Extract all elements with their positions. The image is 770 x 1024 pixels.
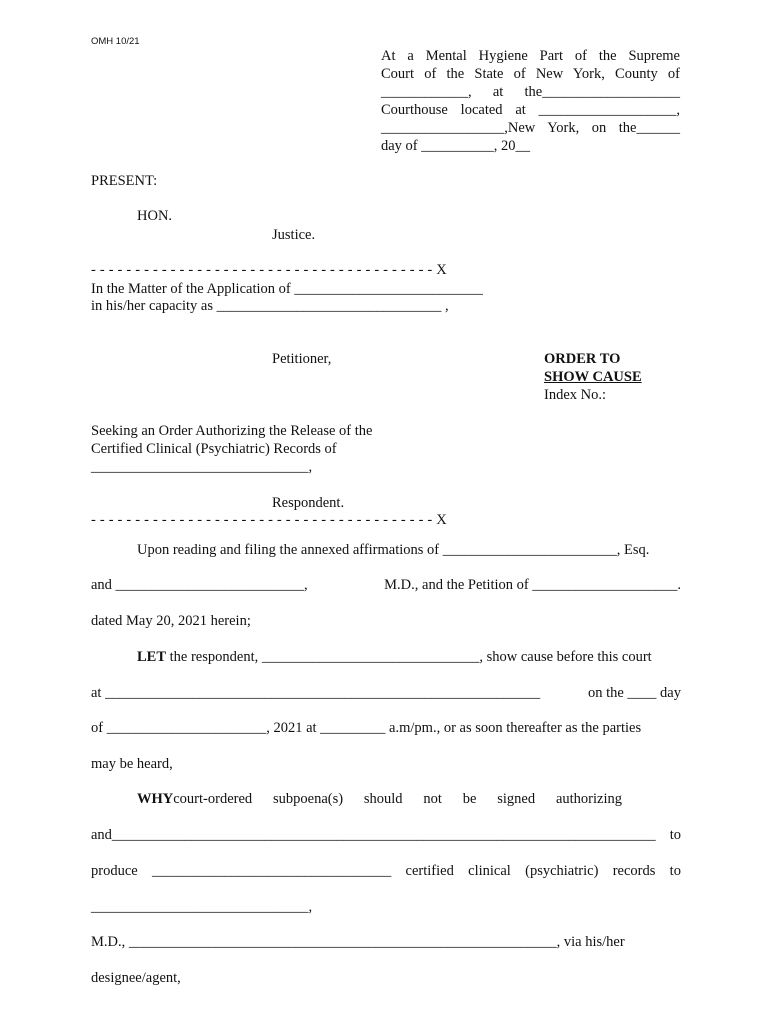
body-segment: signed [497, 791, 536, 807]
body-segment: be [462, 791, 477, 807]
venue-line: day of __________, 20__ [381, 138, 531, 154]
venue-line: _________________,New York, on the______ [381, 120, 680, 136]
body-segment: _________________________________ [152, 863, 392, 879]
body-segment: to [669, 827, 681, 843]
body-segment [137, 790, 252, 808]
justice-label: Justice. [272, 227, 316, 243]
body-line [137, 648, 652, 666]
venue-line: At a Mental Hygiene Part of the Supreme [381, 48, 680, 64]
body-line [91, 576, 681, 594]
respondent-label: Respondent. [272, 495, 345, 511]
form-id: OMH 10/21 [91, 36, 140, 47]
petitioner-label: Petitioner, [272, 351, 332, 367]
seeking-line: Seeking an Order Authorizing the Release of the [91, 423, 373, 439]
doc-title-line1: ORDER TO [544, 351, 621, 367]
body-segment: at ____________________________________________________________ [91, 685, 541, 701]
doc-title-line2: SHOW CAUSE [544, 369, 642, 385]
body-line: of ______________________, 2021 at _________ a.m/pm., or as soon thereafter as the parties [91, 720, 642, 736]
body-line: designee/agent, [91, 970, 181, 986]
venue-line: ____________, at the___________________ [381, 84, 680, 100]
body-segment: M.D., and the Petition of ____________________. [384, 577, 681, 593]
body-line: Upon reading and filing the annexed affirmations of ________________________, Esq. [137, 542, 650, 558]
capacity-line: in his/her capacity as _______________________________ , [91, 298, 449, 314]
seeking-line: Certified Clinical (Psychiatric) Records of [91, 441, 337, 457]
caption-divider-top: - - - - - - - - - - - - - - - - - - - - - - - - - - - - - - - - - - - - - - - X [91, 262, 447, 278]
body-segment: not [423, 791, 442, 807]
body-segment: (psychiatric) [525, 863, 599, 879]
body-line: dated May 20, 2021 herein; [91, 613, 251, 629]
body-line [137, 790, 622, 808]
body-line: M.D., ___________________________________________________________, via his/her [91, 934, 625, 950]
body-line [91, 684, 681, 702]
body-segment: authorizing [555, 791, 622, 807]
present-label: PRESENT: [91, 173, 158, 189]
body-segment: on the ____ day [587, 685, 681, 701]
body-segment: the respondent, ______________________________, show cause before this court [166, 649, 652, 665]
matter-line: In the Matter of the Application of __________________________ [91, 281, 483, 297]
body-segment: produce [91, 863, 138, 879]
body-segment: subpoena(s) [272, 791, 344, 807]
index-no-label: Index No.: [544, 387, 607, 403]
body-line [91, 862, 681, 880]
body-segment: to [669, 863, 681, 879]
venue-line: Court of the State of New York, County of [381, 66, 680, 82]
body-segment: and __________________________, [91, 577, 308, 593]
hon-label: HON. [137, 208, 173, 224]
let-keyword: LET [137, 649, 167, 665]
body-segment: should [363, 791, 403, 807]
body-segment: court-ordered [173, 791, 253, 807]
why-keyword: WHY [137, 791, 174, 807]
venue-line: Courthouse located at ___________________, [381, 102, 680, 118]
venue-block [381, 47, 680, 155]
body-segment: certified [405, 863, 454, 879]
seeking-line: ______________________________, [91, 459, 313, 475]
body-line [91, 826, 681, 844]
caption-divider-bottom: - - - - - - - - - - - - - - - - - - - - - - - - - - - - - - - - - - - - - - - X [91, 512, 447, 528]
body-segment: and___________________________________________________________________________ [91, 827, 656, 843]
body-line: ______________________________, [91, 899, 313, 915]
body-segment: records [612, 863, 656, 879]
body-line: may be heard, [91, 756, 173, 772]
body-segment: clinical [468, 863, 511, 879]
